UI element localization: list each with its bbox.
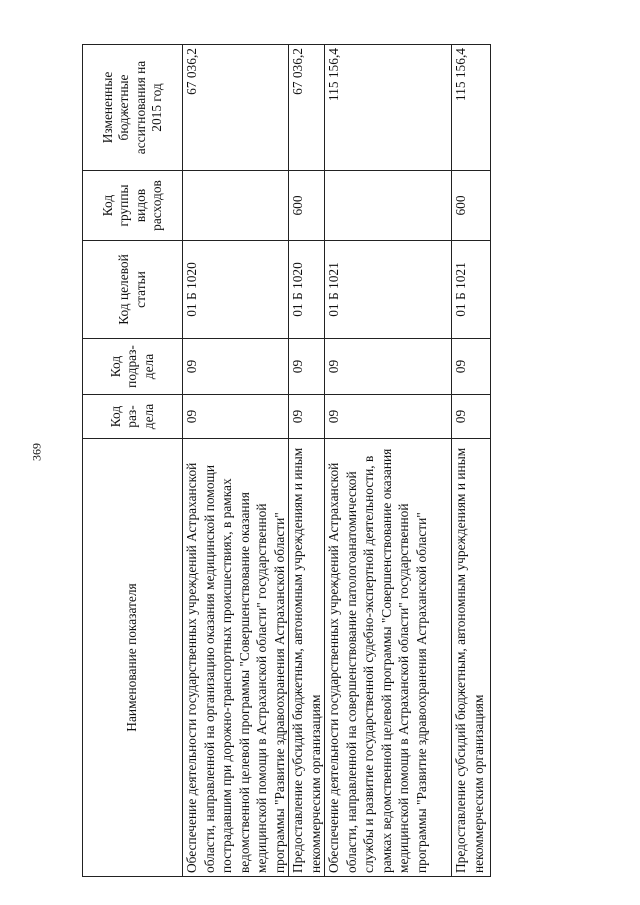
row-section-code: 09 [289, 395, 325, 439]
row-target-item-code: 01 Б 1020 [183, 241, 289, 339]
row-section-code: 09 [183, 395, 289, 439]
row-subsection-code: 09 [325, 339, 452, 395]
table-header-row [83, 45, 183, 877]
row-expense-type-code: 600 [289, 171, 325, 241]
row-expense-type-code [183, 171, 289, 241]
header-section-code: Код раз-дела [83, 395, 183, 439]
table-row [325, 45, 452, 877]
row-budget-allocation: 115 156,4 [325, 45, 452, 171]
row-budget-allocation: 67 036,2 [183, 45, 289, 171]
row-indicator-name: Обеспечение деятельности государственных учреждений Астраханской области, направленной на совершенствование патологоанатомической службы и развитие государственной судебно-экспертной деятельности, в рамках ведомственной целевой программы "Совершенствование оказания медицинской помощи в Астраханской области" государственной программы "Развитие здравоохранения Астраханской области" [325, 439, 452, 877]
row-expense-type-code: 600 [452, 171, 491, 241]
header-subsection-code: Код подраз-дела [83, 339, 183, 395]
row-indicator-name: Предоставление субсидий бюджетным, автономным учреждениям и иным некоммерческим организациям [452, 439, 491, 877]
row-section-code: 09 [452, 395, 491, 439]
budget-allocation-table [82, 44, 491, 877]
row-section-code: 09 [325, 395, 452, 439]
row-target-item-code: 01 Б 1020 [289, 241, 325, 339]
header-target-item-code: Код целевой статьи [83, 241, 183, 339]
row-budget-allocation: 67 036,2 [289, 45, 325, 171]
table-row [183, 45, 289, 877]
row-indicator-name: Обеспечение деятельности государственных учреждений Астраханской области, направленной на организацию оказания медицинской помощи пострадавшим при дорожно-транспортных происшествиях, в рамках ведомственной целевой программы "Совершенствование оказания медицинской помощи в Астраханской области" государственной программы "Развитие здравоохранения Астраханской области" [183, 439, 289, 877]
header-budget-allocation-2015: Измененные бюджетные ассигнования на 2015 год [83, 45, 183, 171]
row-subsection-code: 09 [289, 339, 325, 395]
header-expense-type-code: Код группы видов расходов [83, 171, 183, 241]
row-subsection-code: 09 [183, 339, 289, 395]
row-target-item-code: 01 Б 1021 [452, 241, 491, 339]
row-target-item-code: 01 Б 1021 [325, 241, 452, 339]
rotated-page-content [82, 45, 486, 877]
header-indicator-name: Наименование показателя [83, 439, 183, 877]
page-number: 369 [29, 443, 44, 461]
row-indicator-name: Предоставление субсидий бюджетным, автономным учреждениям и иным некоммерческим организациям [289, 439, 325, 877]
row-expense-type-code [325, 171, 452, 241]
table-row [289, 45, 325, 877]
table-row [452, 45, 491, 877]
row-subsection-code: 09 [452, 339, 491, 395]
row-budget-allocation: 115 156,4 [452, 45, 491, 171]
